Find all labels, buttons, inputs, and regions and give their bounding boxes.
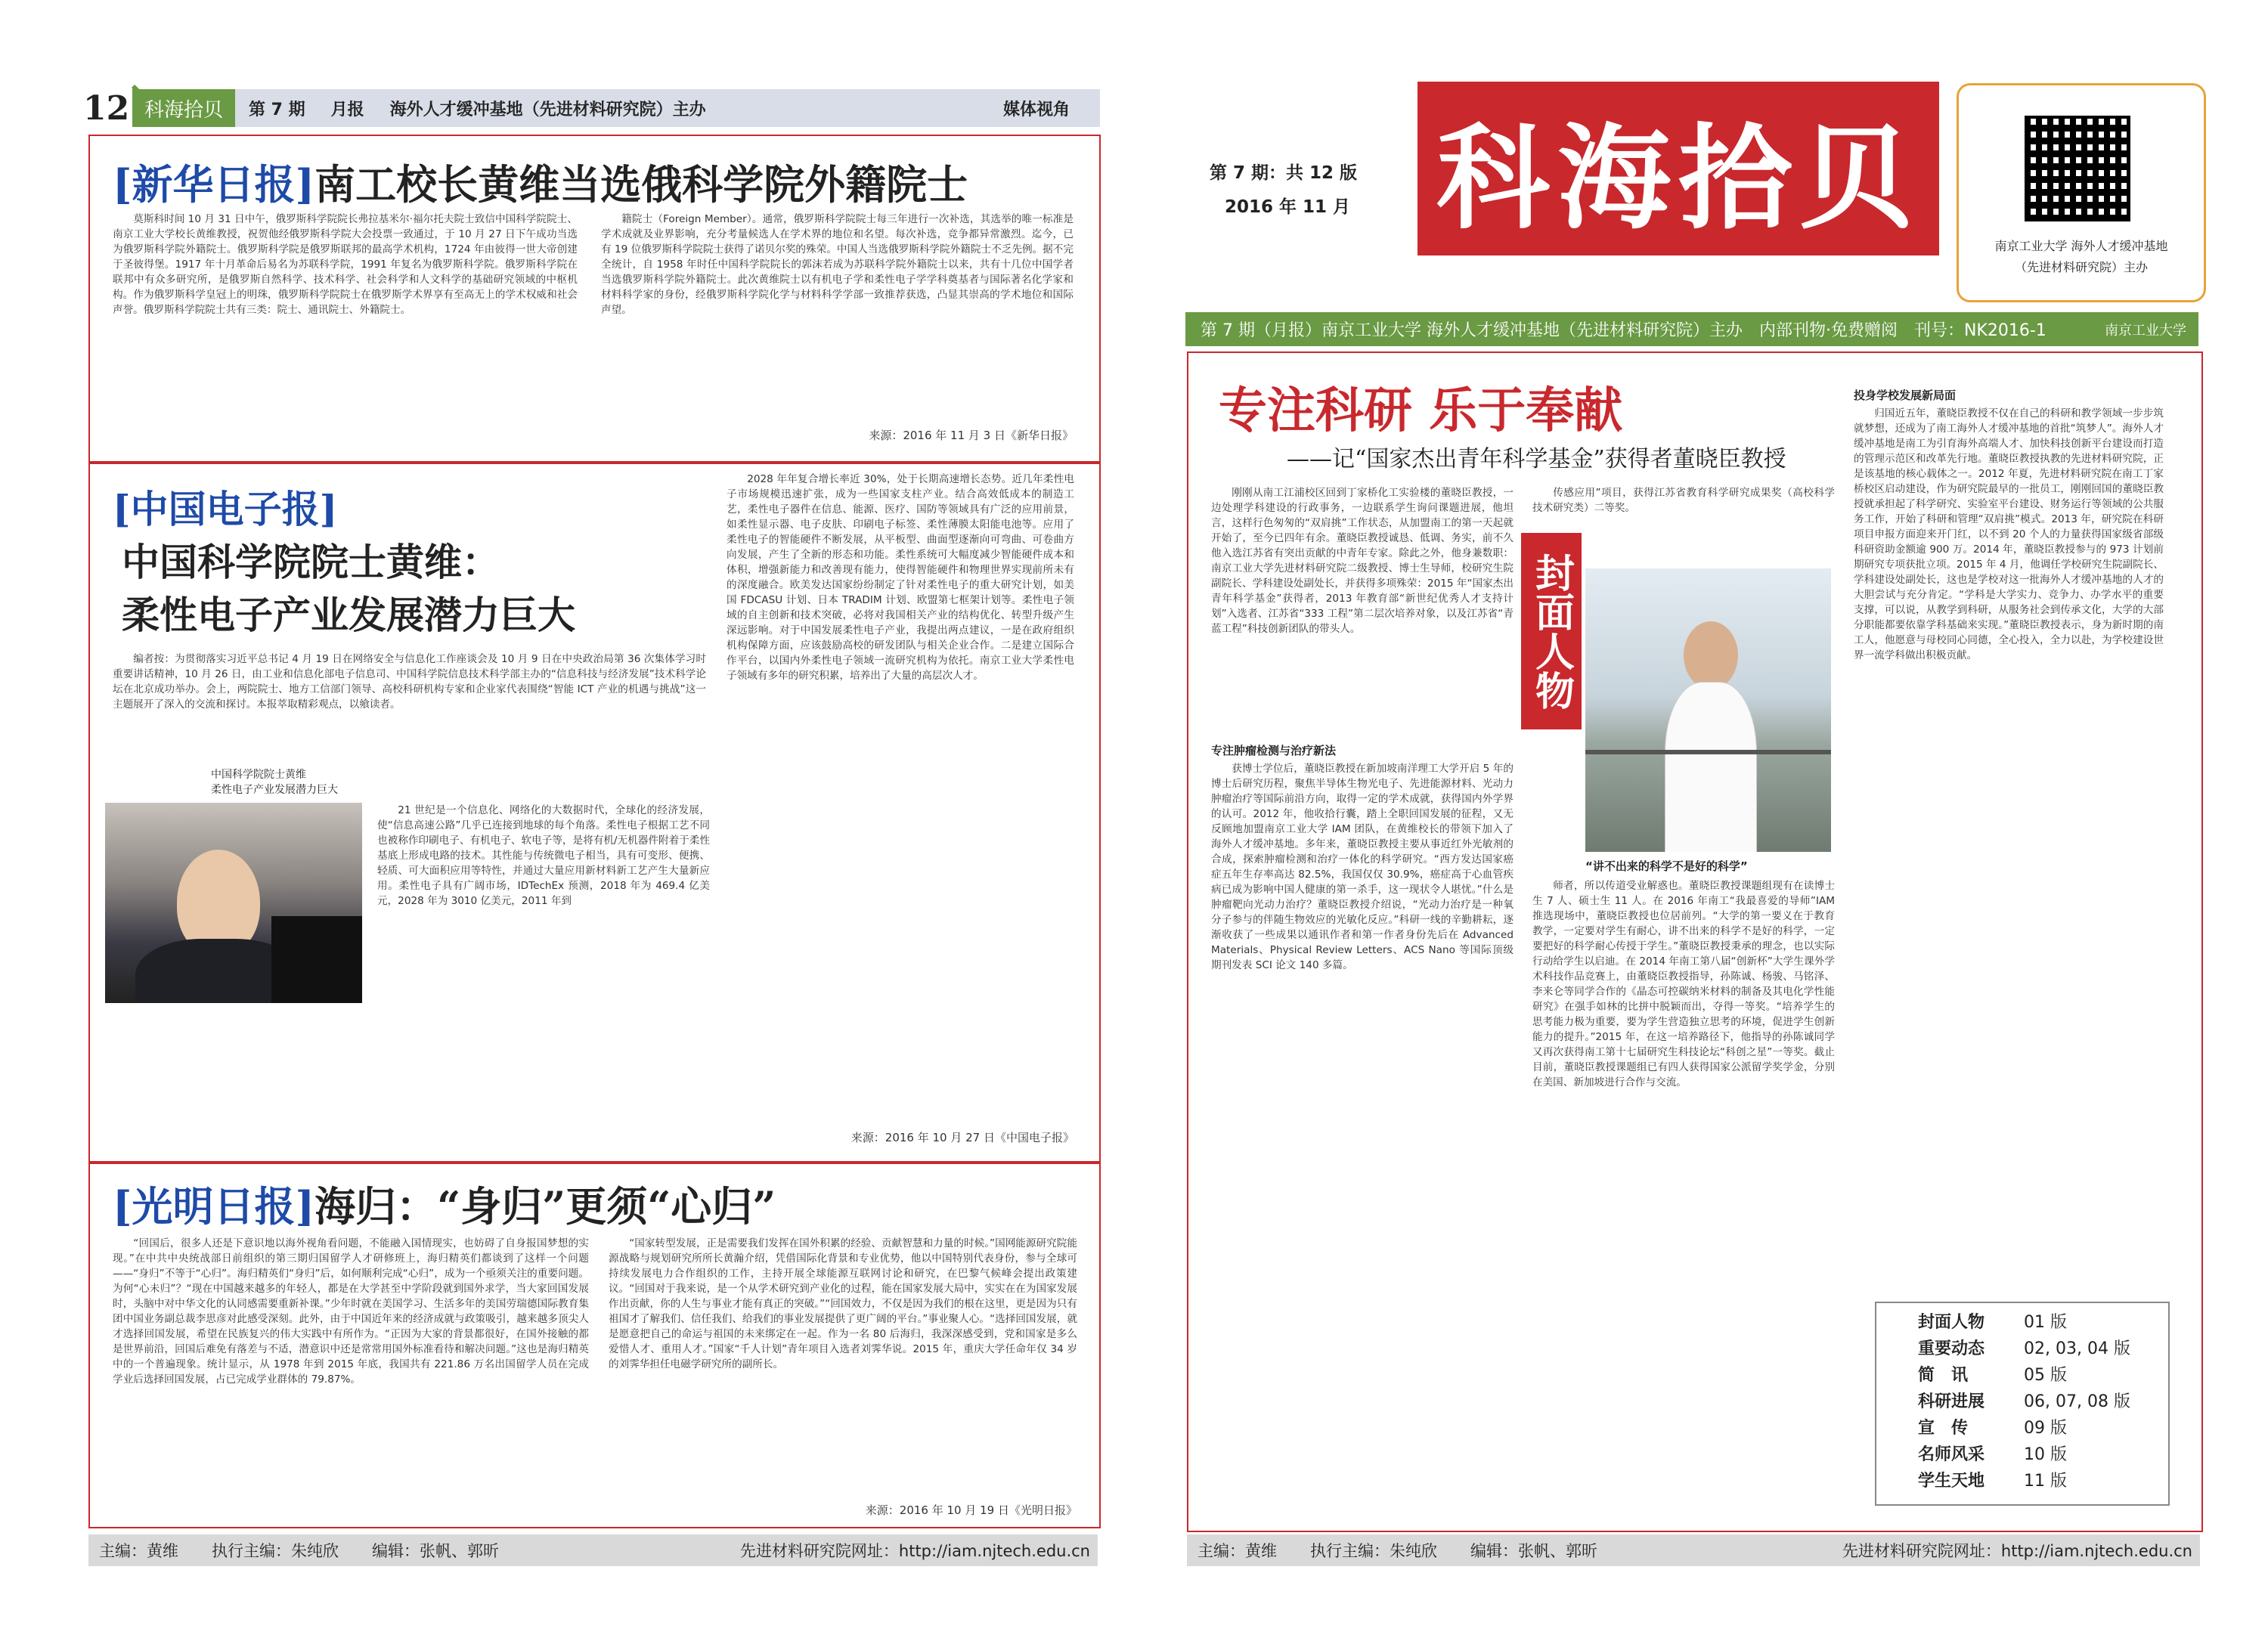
cover-col3: 归国近五年，董晓臣教授不仅在自己的科研和教学领域一步步筑就梦想，还成为了南工海外人才缓冲基地的首批“筑梦人”。海外人才缓冲基地是南工为引育海外高端人才、加快科技创新平台建设而打造的管理示范区和改革先行地。董晓臣教授执教的先进材料研究院，正是该基地的核心载体之一。2012 年夏，先进材料研究院在南工丁家桥校区启动建设，作为研究院最早的一批员工，刚刚回国的董晓臣教授就承担起了科学研究、实验室平台建设、财务运行等领域的公共服务工作，开始了科研和管理“双肩挑”模式。2013 年，研究院在科研项目申报方面迎来开门红，以不到 20 个人的力量获得国家级省部级科研资助金额逾 900 万。2014 年，董晓臣教授参与的 973 计划前期研究专项获批立项。2015 年 4 月，他调任学校研究生院副院长、学科建设处副处长，这也是学校对这一批海外人才缓冲基地的人才的大胆尝试与充分肯定。“学科是大学实力、竞争力、办学水平的重要支撑，可以说，从教学到科研，从服务社会到传承文化，大学的大部分职能都要依靠学科基础来实现。”董晓臣教授表示，身为新时期的南工人，他愿意与母校同心同德，全心投入，全力以赴，为学校建设世界一流学科做出积极贡献。 xyxy=(1854,407,2164,661)
cover-col1-a: 刚刚从南工江浦校区回到丁家桥化工实验楼的董晓臣教授，一边处理学科建设的行政事务，一边联系学生询问课题进展，他坦言，这样行色匆匆的“双肩挑”工作状态，从加盟南工的第一天起就开始了，至今已四年有余。董晓臣教授诚恳、低调、务实，前不久他入选江苏省有突出贡献的中青年专家。除此之外，他身兼数职：南京工业大学先进材料研究院二级教授、博士生导师，校研究生院副院长、学科建设处副处长，并获得多项殊荣：2015 年“国家杰出青年科学基金”获得者，2013 年教育部“新世纪优秀人才支持计划”入选者、江苏省“333 工程”第二层次培养对象，以及江苏省“青蓝工程”科技创新团队的带头人。 xyxy=(1211,487,1514,635)
cover-col1-heading: 专注肿瘤检测与治疗新法 xyxy=(1211,744,1337,757)
footer-website: 先进材料研究院网址：http://iam.njtech.edu.cn xyxy=(1842,1542,2192,1560)
header-freq: 月报 xyxy=(330,100,364,119)
left-header-bar xyxy=(132,89,1100,127)
xinhua-col2: 籍院士（Foreign Member）。通常，俄罗斯科学院院士每三年进行一次补选，其选举的唯一标准是学术成就及业界影响，充分考量候选人在学术界的地位和名望。每次补选，竞争都异常激烈。迄今，已有 19 位俄罗斯科学院院士获得了诺贝尔奖的殊荣。中国人当选俄罗斯科学院外籍院士不乏先例。据不完全统计，自 1958 年时任中国科学院院长的郭沫若成为苏联科学院外籍院士以来，共有十几位中国学者当选俄罗斯科学院外籍院士。此次黄维院士以有机电子学和柔性电子学学科奠基者与国际著名化学家和材料科学家的身份，经俄罗斯科学院化学与材料科学学部一致推荐获选，凸显其崇高的学术地位和国际声望。 xyxy=(601,213,1074,316)
electronics-intro: 编者按：为贯彻落实习近平总书记 4 月 19 日在网络安全与信息化工作座谈会及 10 月 9 日在中央政治局第 36 次集体学习时重要讲话精神，10 月 26 日，由工业和信息化部电子信息司、中国科学院信息技术科学部主办的“信息科技与经济发展”技术科学论坛在北京成功举办。会上，两院院士、地方工信部门领导、高校科研机构专家和企业家代表围绕“智能 ICT 产业的机遇与挑战”这一主题展开了深入的交流和探讨。本报萃取精彩观点，以飨读者。 xyxy=(113,653,706,711)
caption-huangwei-2: 柔性电子产业发展潜力巨大 xyxy=(211,784,338,796)
source-guangming: [光明日报] xyxy=(113,1182,315,1231)
footer-website: 先进材料研究院网址：http://iam.njtech.edu.cn xyxy=(739,1542,1090,1560)
headline-xinhua: 南工校长黄维当选俄科学院外籍院士 xyxy=(314,160,968,209)
photo-dongxiaochen xyxy=(1585,568,1831,852)
electronics-col2: 2028 年年复合增长率近 30%，处于长期高速增长态势。近几年柔性电子市场规模迅速扩张，成为一些国家支柱产业。结合高效低成本的制造工艺，柔性电子器件在信息、能源、医疗、国防等领域具有广泛的应用前景，如柔性显示器、电子皮肤、印刷电子标签、柔性薄膜太阳能电池等。应用了柔性电子的智能硬件不断发展，从平板型、曲面型逐渐向可弯曲、可卷曲方向发展，产生了全新的形态和功能。柔性系统可大幅度减少智能硬件成本和体积，增强新能力和改善现有能力，使得智能硬件和物理世界实现前所未有的深度融合。欧美发达国家纷纷制定了针对柔性电子的重大研究计划，如美国 FDCASU 计划、日本 TRADIM 计划、欧盟第七框架计划等。柔性电子领域的自主创新和技术突破，必将对我国相关产业的结构优化、转型升级产生深远影响。对于中国发展柔性电子产业，我提出两点建议，一是在政府组织机构保障方面，应该鼓励高校的研发团队与相关企业合作。二是建立国际合作平台，以国内外柔性电子领域一流研究机构为依托。南京工业大学柔性电子领域有多年的研究积累，培养出了大量的高层次人才。 xyxy=(727,473,1074,682)
cover-col3-heading: 投身学校发展新局面 xyxy=(1854,389,1957,402)
toc-row[interactable]: 名师风采 10 版 xyxy=(1918,1445,2067,1464)
qr-box xyxy=(1957,83,2206,302)
page-number: 12 xyxy=(83,89,130,128)
footer-exec-editor: 执行主编：朱纯欣 xyxy=(212,1542,339,1560)
cover-col2-b: 师者，所以传道受业解惑也。董晓臣教授课题组现有在读博士生 7 人、硕士生 11 人。在 2016 年南工“我最喜爱的导师”IAM 推选现场中，董晓臣教授也位居前列。“大学的第一要义在于教育教学，一定要对学生有耐心，讲不出来的科学不是好的科学，一定要把好的科学耐心传授于学生。”董晓臣教授秉承的理念，也以实际行动给学生以启迪。在 2014 年南工第八届“创新杯”大学生课外学术科技作品竞赛上，由董晓臣教授指导，孙陈诚、杨骏、马铭泽、李来仑等同学合作的《晶态可控碳纳米材料的制备及其电化学性能研究》在强手如林的比拼中脱颖而出，夺得一等奖。“培养学生的思考能力极为重要，要为学生营造独立思考的环境，促进学生创新能力的提升。”2015 年，在这一培养路径下，他指导的孙陈诚同学又再次获得南工第十七届研究生科技论坛“科创之星”一等奖。截止目前，董晓臣教授课题组已有四人获得国家公派留学奖学金，分别在美国、新加坡进行合作与交流。 xyxy=(1532,880,1835,1088)
photo-caption: “讲不出来的科学不是好的科学” xyxy=(1585,859,1748,873)
caption-huangwei-1: 中国科学院院士黄维 xyxy=(211,769,306,781)
toc-row[interactable]: 封面人物 01 版 xyxy=(1918,1313,2067,1332)
article-xinhua xyxy=(88,135,1101,463)
header-section: 媒体视角 xyxy=(1002,100,1070,119)
article-guangming xyxy=(88,1163,1101,1528)
toc-row[interactable]: 科研进展 06, 07, 08 版 xyxy=(1918,1392,2130,1411)
guangming-col2: “国家转型发展，正是需要我们发挥在国外积累的经验、贡献智慧和力量的时候。”国网能源研究院能源战略与规划研究所所长黄瀚介绍，凭借国际化背景和专业优势，他以中国特别代表身份，参与全球可持续发展电力合作组织的工作，主持开展全球能源互联网讨论和研究，在巴黎气候峰会提出政策建议。“回国对于我来说，是一个从学术研究到产业化的过程，能在国家发展大局中，实实在在为国家发展作出贡献，你的人生与事业才能有真正的突破。”“回国效力，不仅是因为我们的根在这里，更是因为只有祖国才了解我们、信任我们、给我们的事业发展提供了更广阔的平台。”事业聚人心。“选择回国发展，就是愿意把自己的命运与祖国的未来绑定在一起。作为一名 80 后海归，我深深感受到，党和国家是多么爱惜人才、重用人才。”国家“千人计划”青年项目入选者刘霁华说。2015 年，重庆大学任命年仅 34 岁的刘霁华担任电磁学研究所的副所长。 xyxy=(609,1237,1077,1370)
footer-exec-editor: 执行主编：朱纯欣 xyxy=(1310,1542,1437,1560)
right-footer xyxy=(1187,1534,2200,1566)
info-bar-text: 第 7 期（月报）南京工业大学 海外人才缓冲基地（先进材料研究院）主办 内部刊物·免费赠阅 刊号：NK2016-1 xyxy=(1201,321,2046,340)
header-logo: 科海拾贝 xyxy=(132,89,235,127)
footer-chief-editor: 主编：黄维 xyxy=(1198,1542,1277,1560)
xinhua-col1: 莫斯科时间 10 月 31 日中午，俄罗斯科学院院长弗拉基米尔·福尔托夫院士致信中国科学院院士、南京工业大学校长黄维教授，祝贺他经俄罗斯科学院大会投票一致通过，于 10 月 27 日下午成功当选为俄罗斯科学院外籍院士。俄罗斯科学院是俄罗斯联邦的最高学术机构，1724 年由彼得一世大帝创建于圣彼得堡。1917 年十月革命后易名为苏联科学院，1991 年复名为俄罗斯科学院。俄罗斯科学院在联邦中有众多研究所，是俄罗斯自然科学、技术科学、社会科学和人文科学的基础研究领域的中枢机构。作为俄罗斯科学皇冠上的明珠，俄罗斯科学院院士在俄罗斯学术界享有至高无上的学术权威和社会声誉。俄罗斯科学院院士共有三类：院士、通讯院士、外籍院士。 xyxy=(113,213,578,316)
toc-row[interactable]: 重要动态 02, 03, 04 版 xyxy=(1918,1339,2130,1358)
cover-subheadline: ——记“国家杰出青年科学基金”获得者董晓臣教授 xyxy=(1287,446,1786,472)
cover-story xyxy=(1187,351,2203,1532)
university-logo: 南京工业大学 xyxy=(2105,322,2186,339)
footer-chief-editor: 主编：黄维 xyxy=(99,1542,178,1560)
photo-huangwei xyxy=(105,803,362,1003)
article-electronics xyxy=(88,463,1101,1163)
toc-box xyxy=(1875,1302,2170,1506)
electronics-body: 21 世纪是一个信息化、网络化的大数据时代，全球化的经济发展，使“信息高速公路”几乎已连接到地球的每个角落。柔性电子根据工艺不同也被称作印刷电子、有机电子、软电子等，是将有机/无机器件附着于柔性基底上形成电路的技术。其性能与传统微电子相当，具有可变形、便携、轻质、可大面积应用等特性，并通过大量应用新材料新工艺产生大量新应用。柔性电子具有广阔市场，IDTechEx 预测，2018 年为 469.4 亿美元，2028 年为 3010 亿美元，2011 年到 xyxy=(377,804,710,907)
cover-figure-text: 封面人物 xyxy=(1528,553,1575,710)
electronics-credit: 来源：2016 年 10 月 27 日《中国电子报》 xyxy=(850,1131,1074,1144)
qr-caption-1: 南京工业大学 海外人才缓冲基地 xyxy=(1994,239,2168,253)
headline-electronics-1: 中国科学院院士黄维： xyxy=(122,540,500,584)
guangming-credit: 来源：2016 年 10 月 19 日《光明日报》 xyxy=(865,1503,1077,1517)
qr-code-icon xyxy=(2025,116,2130,221)
cover-col1-b: 获博士学位后，董晓臣教授在新加坡南洋理工大学开启 5 年的博士后研究历程，聚焦半导体生物光电子、先进能源材料、光动力肿瘤治疗等国际前沿方向，取得一定的学术成就，获得国内外学界的认可。2012 年，他收拾行囊，踏上全职回国发展的征程，又无反顾地加盟南京工业大学 IAM 团队，在黄维校长的带领下加入了海外人才缓冲基地。多年来，董晓臣教授主要从事近红外光敏剂的合成，探索肿瘤检测和治疗一体化的科学研究。“西方发达国家癌症五年生存率高达 82.5%，我国仅仅 30.9%，癌症高于心血管疾病已成为影响中国人健康的第一杀手，这一现状令人堪忧。”什么是肿瘤靶向光动力治疗？董晓臣教授介绍说，“光动力治疗是一种氧分子参与的伴随生物效应的光敏化反应。”科研一线的辛勤耕耘，逐渐收获了一些成果以通讯作者和第一作者身份先后在 Advanced Materials、Physical Review Letters、ACS Nano 等国际顶级期刊发表 SCI 论文 140 多篇。 xyxy=(1211,763,1514,971)
headline-electronics-2: 柔性电子产业发展潜力巨大 xyxy=(122,593,575,637)
masthead-title: 科海拾贝 xyxy=(1436,112,1920,245)
masthead-box xyxy=(1418,82,1939,255)
header-sponsor: 海外人才缓冲基地（先进材料研究院）主办 xyxy=(389,100,706,119)
footer-editors: 编辑：张帆、郭昕 xyxy=(1470,1542,1597,1560)
toc-row[interactable]: 简 讯 05 版 xyxy=(1918,1366,2067,1385)
guangming-col1: “回国后，很多人还是下意识地以海外视角看问题，不能融入国情现实，也妨碍了自身报国梦想的实现。”在中共中央统战部日前组织的第三期归国留学人才研修班上，海归精英们都谈到了这样一个问题——“身归”不等于“心归”。海归精英们“身归”后，如何顺利完成“心归”，成为一个亟须关注的重要问题。为何“心未归”？“现在中国越来越多的年轻人，都是在大学甚至中学阶段就到国外求学，当大家回国发展时，头脑中对中华文化的认同感需要重新补课。”少年时就在美国学习、生活多年的美国劳瑞德国际教育集团中国业务副总裁李思彦对此感受深刻。此外，由于中国近年来的经济成就与政策吸引，越来越多顶尖人才选择回国发展，希望在民族复兴的伟大实践中有所作为。“正因为大家的背景都很好，在国外接触的都是世界前沿，回国后难免有落差与不适，潜意识中还是常常用国外标准看待和解决问题。”这也是海归精英中的一个普遍现象。统计显示，从 1978 年到 2015 年底，我国共有 221.86 万名出国留学人员在完成学业后选择回国发展，占已完成学业群体的 79.87%。 xyxy=(113,1237,589,1386)
toc-row[interactable]: 宣 传 09 版 xyxy=(1918,1419,2067,1438)
cover-headline: 专注科研 乐于奉献 xyxy=(1219,382,1623,439)
xinhua-credit: 来源：2016 年 11 月 3 日《新华日报》 xyxy=(869,429,1074,442)
date-line: 2016 年 11 月 xyxy=(1225,197,1351,217)
source-xinhua: [新华日报] xyxy=(113,160,315,209)
source-electronics: [中国电子报] xyxy=(113,487,338,531)
issue-line: 第 7 期：共 12 版 xyxy=(1210,163,1358,183)
header-issue: 第 7 期 xyxy=(249,100,305,119)
cover-col2-a: 传感应用”项目，获得江苏省教育科学研究成果奖（高校科学技术研究类）二等奖。 xyxy=(1532,487,1835,514)
toc-row[interactable]: 学生天地 11 版 xyxy=(1918,1472,2067,1491)
info-bar xyxy=(1185,312,2198,346)
headline-guangming: 海归：“身归”更须“心归” xyxy=(314,1182,776,1231)
qr-caption-2: （先进材料研究院）主办 xyxy=(2014,260,2148,274)
left-footer xyxy=(88,1534,1098,1566)
cover-figure-label xyxy=(1521,533,1582,729)
footer-editors: 编辑：张帆、郭昕 xyxy=(372,1542,499,1560)
